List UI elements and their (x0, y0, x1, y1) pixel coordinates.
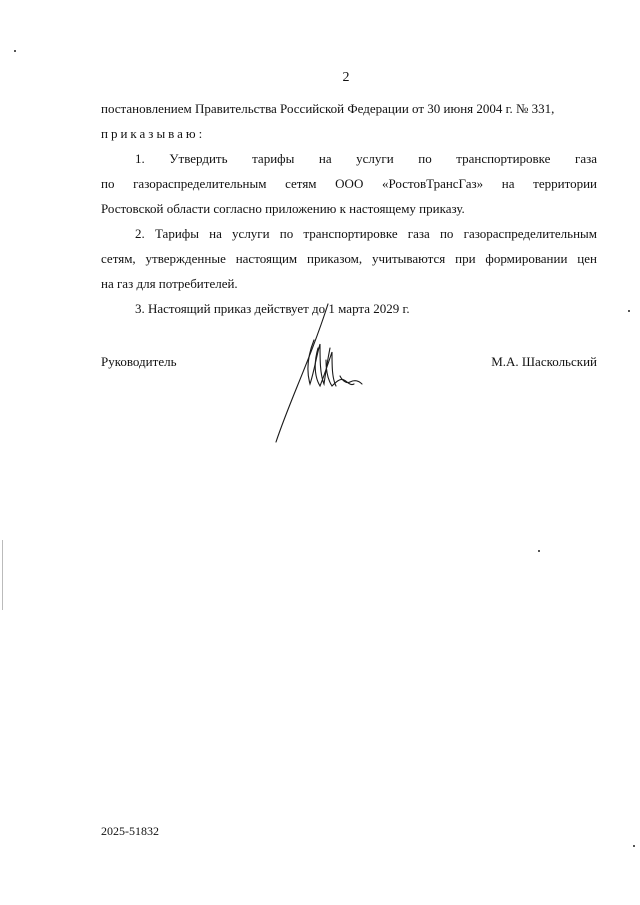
signatory-title: Руководитель (101, 354, 177, 369)
scan-speck (633, 845, 635, 847)
scan-speck (538, 550, 540, 552)
paragraph-item-2-line-3: на газ для потребителей. (101, 276, 238, 291)
paragraph-order-word: приказываю: (101, 126, 206, 141)
paragraph-item-2-line-2: сетям, утвержденные настоящим приказом, учитываются при формировании цен (101, 251, 597, 266)
signatory-name: М.А. Шаскольский (491, 354, 597, 369)
registration-number: 2025-51832 (101, 824, 159, 838)
scan-speck (14, 50, 16, 52)
paragraph-item-3: 3. Настоящий приказ действует до 1 марта 2029 г. (135, 301, 410, 316)
paragraph-legal-basis: постановлением Правительства Российской Федерации от 30 июня 2004 г. № 331, (101, 101, 555, 116)
page-number: 2 (342, 70, 350, 85)
scan-edge-line (2, 540, 3, 610)
paragraph-item-2-line-1: 2. Тарифы на услуги по транспортировке газа по газораспределительным (135, 226, 597, 241)
paragraph-item-1-line-2: по газораспределительным сетям ООО «РостовТрансГаз» на территории (101, 176, 597, 191)
document-body (101, 96, 597, 321)
scan-speck (628, 310, 630, 312)
paragraph-item-1-line-1: 1. Утвердить тарифы на услуги по транспортировке газа (135, 151, 597, 166)
handwritten-signature (270, 300, 380, 455)
paragraph-item-1-line-3: Ростовской области согласно приложению к настоящему приказу. (101, 201, 465, 216)
